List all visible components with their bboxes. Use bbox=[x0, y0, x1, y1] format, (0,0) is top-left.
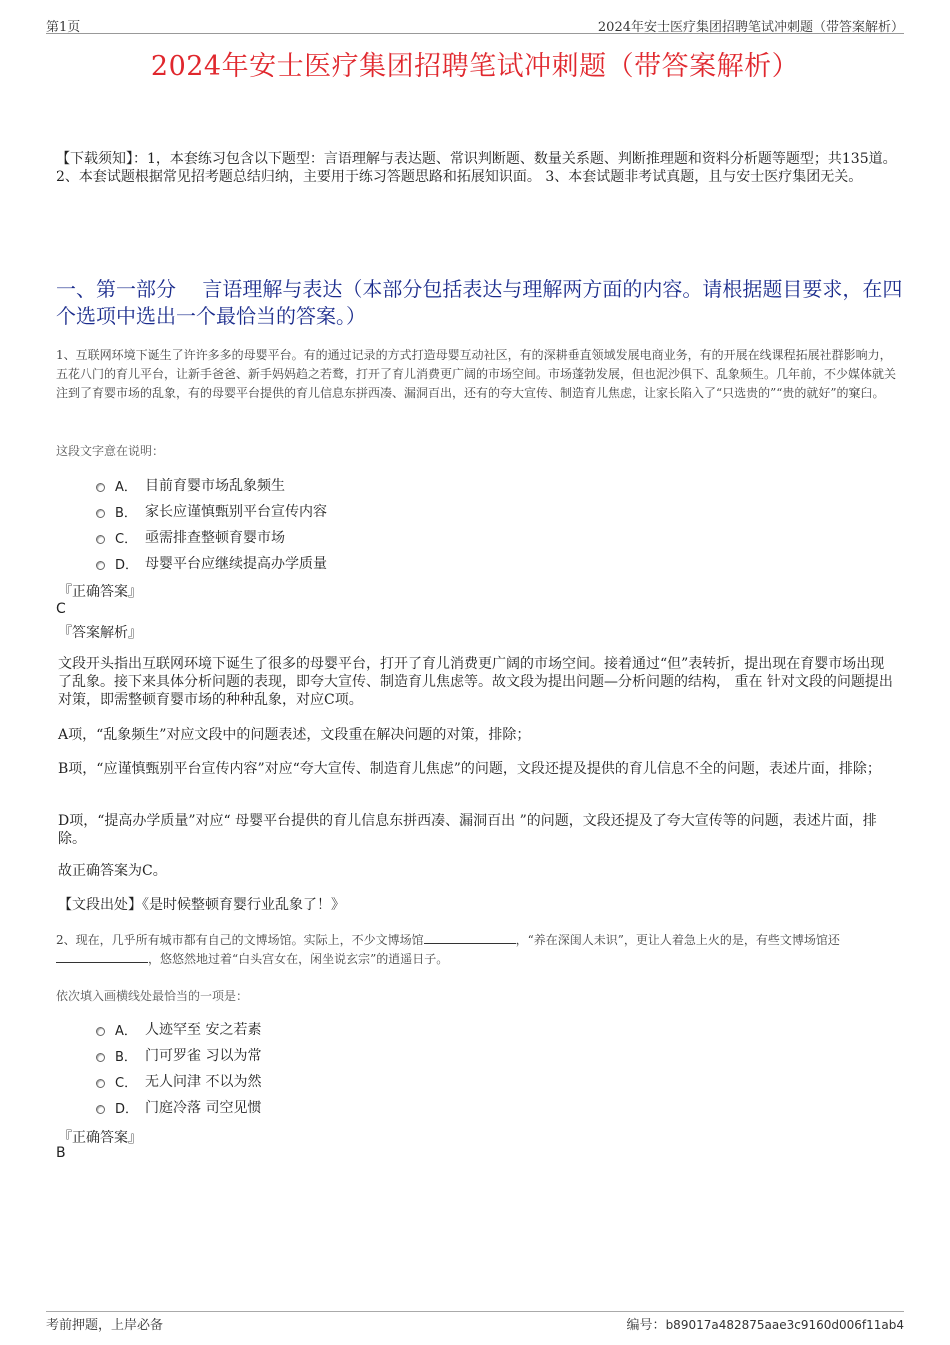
q1-analysis-d: D项，“提高办学质量”对应“ 母婴平台提供的育儿信息东拼西凑、漏洞百出 ”的问题，文段还提及了夸大宣传等的问题，表述片面，排除。 bbox=[58, 813, 877, 847]
q1-analysis-a: A项，“乱象频生”对应文段中的问题表述，文段重在解决问题的对策，排除； bbox=[58, 727, 531, 743]
footer-slogan: 考前押题，上岸必备 bbox=[46, 1318, 164, 1333]
fill-blank-1 bbox=[424, 931, 516, 944]
radio-icon[interactable] bbox=[96, 561, 105, 570]
q2-option-c[interactable]: C． 无人问津 不以为然 bbox=[96, 1071, 261, 1091]
header-divider bbox=[46, 33, 904, 34]
q1-analysis-label: 『答案解析』 bbox=[58, 625, 142, 641]
q1-conclusion: 故正确答案为C。 bbox=[58, 863, 167, 879]
q1-option-b[interactable]: B． 家长应谨慎甄别平台宣传内容 bbox=[96, 501, 327, 521]
q2-option-d[interactable]: D． 门庭冷落 司空见惯 bbox=[96, 1097, 261, 1117]
page-number: 第1页 bbox=[46, 20, 81, 35]
radio-icon[interactable] bbox=[96, 1053, 105, 1062]
q1-answer: C bbox=[56, 601, 66, 617]
footer-divider bbox=[46, 1311, 904, 1312]
q1-option-c[interactable]: C． 亟需排查整顿育婴市场 bbox=[96, 527, 285, 547]
radio-icon[interactable] bbox=[96, 509, 105, 518]
document-title: 2024年安士医疗集团招聘笔试冲刺题（带答案解析） bbox=[150, 51, 800, 82]
download-notice: 【下载须知】：1，本套练习包含以下题型：言语理解与表达题、常识判断题、数量关系题、判断推理题和资料分析题等题型；共135道。 2、本套试题根据常见招考题总结归纳，主要用于练习答题思路和拓展知识面。 3、本套试题非考试真题，且与安士医疗集团无关。 bbox=[56, 151, 897, 185]
radio-icon[interactable] bbox=[96, 535, 105, 544]
radio-icon[interactable] bbox=[96, 483, 105, 492]
q1-source: 【文段出处】《是时候整顿育婴行业乱象了！》 bbox=[58, 897, 345, 913]
q2-option-a[interactable]: A． 人迹罕至 安之若素 bbox=[96, 1019, 261, 1039]
radio-icon[interactable] bbox=[96, 1027, 105, 1036]
radio-icon[interactable] bbox=[96, 1079, 105, 1088]
question-1-stem: 1、互联网环境下诞生了许许多多的母婴平台。有的通过记录的方式打造母婴互动社区，有的深耕垂直领域发展电商业务，有的开展在线课程拓展社群影响力，五花八门的育儿平台，让新手爸爸、新手妈妈趋之若鹜，打开了育儿消费更广阔的市场空间。市场蓬勃发展，但也泥沙俱下、乱象频生。几年前，不少媒体就关注到了育婴市场的乱象，有的母婴平台提供的育儿信息东拼西凑、漏洞百出，还有的夸大宣传、制造育儿焦虑，让家长陷入了“只选贵的”“贵的就好”的窠臼。 bbox=[56, 348, 897, 400]
section-heading: 一、第一部分 言语理解与表达（本部分包括表达与理解两方面的内容。请根据题目要求，在四个选项中选出一个最恰当的答案。） bbox=[56, 277, 903, 328]
running-title: 2024年安士医疗集团招聘笔试冲刺题（带答案解析） bbox=[597, 20, 904, 35]
q2-answer-label: 『正确答案』 bbox=[58, 1130, 142, 1146]
question-1-prompt: 这段文字意在说明： bbox=[56, 444, 165, 458]
q2-answer: B bbox=[56, 1145, 66, 1161]
question-2-stem: 2、现在，几乎所有城市都有自己的文博场馆。实际上，不少文博场馆 ，“养在深闺人未识”，更让人着急上火的是，有些文博场馆还，悠悠然地过着“白头宫女在，闲坐说玄宗”的逍遥日子。 bbox=[56, 933, 840, 966]
q1-analysis-paragraph: 文段开头指出互联网环境下诞生了很多的母婴平台，打开了育儿消费更广阔的市场空间。接着通过“但”表转折，提出现在育婴市场出现了乱象。接下来具体分析问题的表现，即夸大宣传、制造育儿焦虑等。故文段为提出问题—分析问题的结构， 重在 针对文段的问题提出对策，即需整顿育婴市场的种种乱象，对应C项。 bbox=[58, 656, 893, 708]
radio-icon[interactable] bbox=[96, 1105, 105, 1114]
q1-answer-label: 『正确答案』 bbox=[58, 584, 142, 600]
question-2-prompt: 依次填入画横线处最恰当的一项是： bbox=[56, 989, 249, 1003]
footer-code: 编号：b89017a482875aae3c9160d006f11ab4 bbox=[626, 1318, 904, 1333]
q2-option-b[interactable]: B． 门可罗雀 习以为常 bbox=[96, 1045, 261, 1065]
fill-blank-2 bbox=[56, 950, 148, 963]
q1-option-a[interactable]: A． 目前育婴市场乱象频生 bbox=[96, 475, 285, 495]
q1-option-d[interactable]: D． 母婴平台应继续提高办学质量 bbox=[96, 553, 327, 573]
q1-analysis-b: B项，“应谨慎甄别平台宣传内容”对应“夸大宣传、制造育儿焦虑”的问题，文段还提及提供的育儿信息不全的问题，表述片面，排除； bbox=[58, 761, 881, 777]
